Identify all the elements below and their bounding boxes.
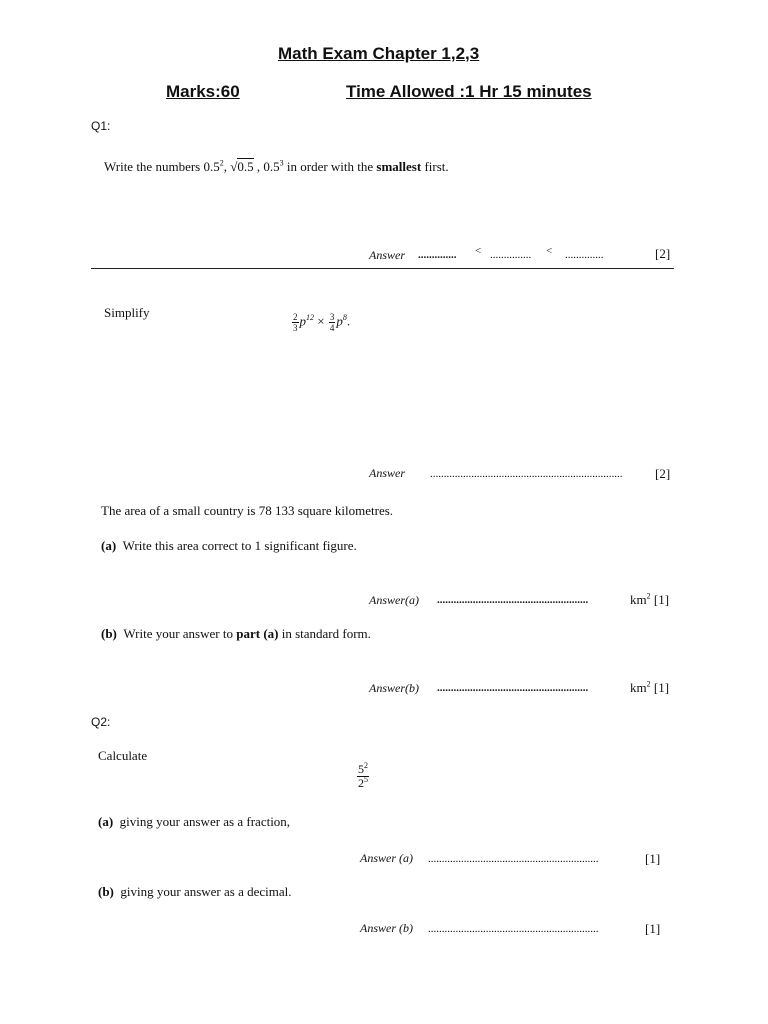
q1-part2-instruction: Simplify (104, 305, 150, 320)
q1-part3b-answer-blank[interactable]: ....................................................... (437, 682, 589, 694)
divider-line (91, 268, 674, 269)
q1-part1-answer-blank-3[interactable]: .............. (565, 249, 604, 261)
q1-part3-intro: The area of a small country is 78 133 square kilometres. (101, 503, 394, 518)
q1-part3a-answer-label: Answer(a) (369, 593, 419, 607)
q1-part2-answer-blank[interactable]: ...................................................................... (430, 468, 623, 480)
q1-part3b-unit-marks: $km^2$ [1] (630, 679, 670, 695)
marks-label: Marks:60 (166, 82, 240, 101)
q2a-marks: [1] (645, 851, 661, 866)
number-3: $0.5^3$ (263, 158, 284, 174)
q1-part3a-answer-blank[interactable]: ....................................................... (437, 594, 589, 606)
q1-part2-expression: $\frac{2}{3}$ $p^{12}$ × $\frac{3}{4}$ $p^8$. (293, 312, 351, 333)
bold-smallest: smallest (376, 159, 422, 174)
times-symbol: × (317, 313, 325, 329)
q1-part3b-answer-label: Answer(b) (369, 681, 419, 695)
q1-part1-answer-blank-1[interactable]: .............. (418, 249, 457, 261)
time-allowed-label: Time Allowed :1 Hr 15 minutes (346, 82, 592, 101)
number-1: $0.5^2$ (203, 158, 224, 174)
q2a-answer-blank[interactable]: .............................................................. (428, 853, 599, 865)
exam-title: Math Exam Chapter 1,2,3 (278, 44, 480, 63)
q1-part3a-unit-marks: $km^2$ [1] (630, 591, 670, 607)
q1-part3a-question: (a) Write this area correct to 1 significant figure. (101, 538, 357, 553)
sqrt-icon: √ (230, 159, 238, 174)
q1-part3b-question: (b) Write your answer to part (a) in standard form. (101, 626, 371, 641)
q1-part1-question: Write the numbers $0.5^2$, √0.5 , $0.5^3$ in order with the smallest first. (104, 158, 449, 174)
fraction-3-4: $\frac{3}{4}$ (329, 312, 335, 333)
q2-label: Q2: (91, 715, 111, 729)
q2-fraction: $\frac{5^2}{2^5}$ (358, 761, 368, 790)
q2b-answer-label: Answer (b) (360, 921, 413, 935)
q1-part1-answer-blank-2[interactable]: ............... (490, 249, 532, 261)
fraction-2-3: $\frac{2}{3}$ (293, 312, 298, 333)
q1-part1-prefix: Write the numbers (104, 159, 201, 174)
number-2: √0.5 (230, 159, 254, 174)
less-than-1: < (475, 245, 482, 257)
less-than-2: < (546, 245, 553, 257)
q2b-marks: [1] (645, 921, 661, 936)
q2a-answer-label: Answer (a) (360, 851, 413, 865)
q1-part1-marks: [2] (655, 246, 671, 261)
q2b-answer-blank[interactable]: .............................................................. (428, 923, 599, 935)
q1-label: Q1: (91, 119, 111, 133)
q1-part2-answer-label: Answer (369, 466, 405, 480)
q2a-question: (a) giving your answer as a fraction, (98, 814, 291, 829)
q2-instruction: Calculate (98, 748, 148, 763)
q1-part1-answer-label: Answer (369, 248, 405, 262)
q2b-question: (b) giving your answer as a decimal. (98, 884, 292, 899)
q1-part2-marks: [2] (655, 466, 671, 481)
